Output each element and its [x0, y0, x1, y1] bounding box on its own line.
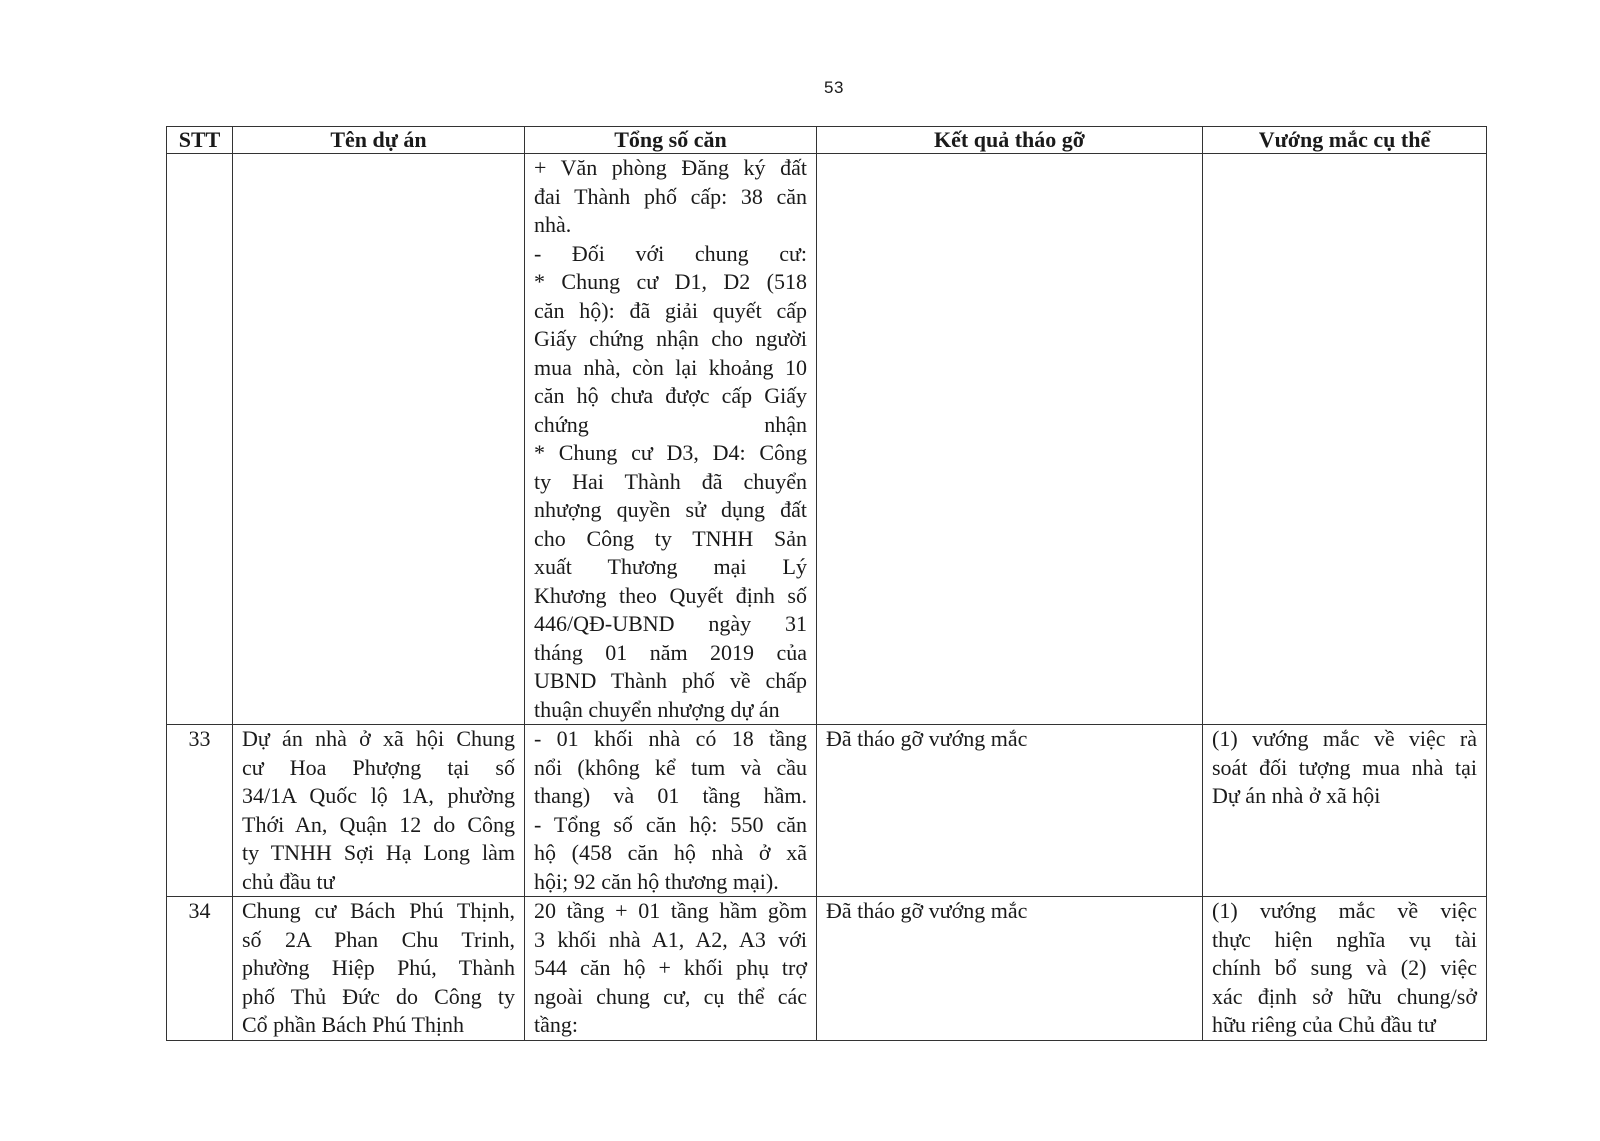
- text-line: ty TNHH Sợi Hạ Long làm: [242, 840, 515, 865]
- cell-specific-issues: [1203, 897, 1487, 1041]
- text-line: - Đối với chung cư:: [534, 240, 807, 266]
- text-line: mua nhà, còn lại khoảng 10: [534, 354, 807, 380]
- text-line: đai Thành phố cấp: 38 căn: [534, 183, 807, 209]
- text-line: (1) vướng mắc về việc rà: [1212, 726, 1477, 751]
- text-line: nhượng quyền sử dụng đất: [534, 497, 807, 522]
- text-line: tháng 01 năm 2019 của: [534, 639, 807, 665]
- text-line: tầng:: [534, 1012, 578, 1037]
- text-line: thuận chuyển nhượng dự án: [534, 696, 780, 722]
- text-line: ty Hai Thành đã chuyển: [534, 468, 807, 494]
- text-line: xác định sở hữu chung/sở: [1212, 983, 1477, 1009]
- table-header-row: [167, 127, 1487, 154]
- text-line: ngoài chung cư, cụ thể các: [534, 983, 807, 1009]
- cell-stt: 33: [167, 725, 233, 897]
- cell-specific-issues: [1203, 154, 1487, 725]
- table-row: [167, 897, 1487, 1041]
- text-line: (1) vướng mắc về việc: [1212, 898, 1477, 923]
- text-line: hữu riêng của Chủ đầu tư: [1212, 1012, 1436, 1037]
- cell-stt: 34: [167, 897, 233, 1041]
- text-line: * Chung cư D3, D4: Công: [534, 440, 807, 465]
- text-line: cho Công ty TNHH Sản: [534, 525, 807, 551]
- text-line: chứng nhận: [534, 411, 807, 437]
- text-line: 34/1A Quốc lộ 1A, phường: [242, 783, 515, 808]
- text-line: 3 khối nhà A1, A2, A3 với: [534, 926, 807, 952]
- text-line: * Chung cư D1, D2 (518: [534, 269, 807, 294]
- cell-project-name: [233, 154, 525, 725]
- text-line: Dự án nhà ở xã hội: [1212, 783, 1381, 808]
- header-resolution-result: Kết quả tháo gỡ: [817, 127, 1203, 154]
- text-line: nổi (không kể tum và cầu: [534, 754, 807, 780]
- header-specific-issues: Vướng mắc cụ thể: [1203, 127, 1487, 154]
- cell-project-name: [233, 897, 525, 1041]
- cell-resolution-result: Đã tháo gỡ vướng mắc: [817, 725, 1203, 897]
- text-line: Giấy chứng nhận cho người: [534, 326, 807, 351]
- projects-table: [166, 126, 1487, 1041]
- text-line: Chung cư Bách Phú Thịnh,: [242, 898, 515, 923]
- text-line: - Tổng số căn hộ: 550 căn: [534, 811, 807, 837]
- text-line: Dự án nhà ở xã hội Chung: [242, 726, 515, 751]
- text-line: phố Thủ Đức do Công ty: [242, 983, 515, 1009]
- text-line: Cổ phần Bách Phú Thịnh: [242, 1012, 465, 1037]
- text-line: hộ (458 căn hộ nhà ở xã: [534, 840, 807, 865]
- cell-resolution-result: Đã tháo gỡ vướng mắc: [817, 897, 1203, 1041]
- text-line: cư Hoa Phượng tại số: [242, 754, 515, 780]
- text-line: nhà.: [534, 212, 572, 237]
- text-line: hội; 92 căn hộ thương mại).: [534, 868, 779, 894]
- cell-specific-issues: [1203, 725, 1487, 897]
- text-line: soát đối tượng mua nhà tại: [1212, 754, 1477, 780]
- text-line: chính bổ sung và (2) việc: [1212, 955, 1477, 980]
- header-total-units: Tổng số căn: [525, 127, 817, 154]
- cell-resolution-result: [817, 154, 1203, 725]
- text-line: thang) và 01 tầng hầm.: [534, 783, 807, 808]
- text-line: Thới An, Quận 12 do Công: [242, 811, 515, 837]
- text-line: Khương theo Quyết định số: [534, 582, 807, 608]
- text-line: chủ đầu tư: [242, 868, 335, 894]
- text-line: 544 căn hộ + khối phụ trợ: [534, 955, 807, 980]
- text-line: - 01 khối nhà có 18 tầng: [534, 726, 807, 751]
- cell-total-units: [525, 154, 817, 725]
- text-line: căn hộ chưa được cấp Giấy: [534, 383, 807, 408]
- cell-total-units: [525, 897, 817, 1041]
- text-line: UBND Thành phố về chấp: [534, 668, 807, 693]
- table-row-continuation: [167, 154, 1487, 725]
- cell-project-name: [233, 725, 525, 897]
- table-row: [167, 725, 1487, 897]
- cell-total-units: [525, 725, 817, 897]
- text-line: + Văn phòng Đăng ký đất: [534, 155, 807, 180]
- text-line: thực hiện nghĩa vụ tài: [1212, 926, 1477, 952]
- text-line: 446/QĐ-UBND ngày 31: [534, 611, 807, 636]
- text-line: số 2A Phan Chu Trinh,: [242, 926, 515, 952]
- cell-stt: [167, 154, 233, 725]
- header-project-name: Tên dự án: [233, 127, 525, 154]
- text-line: 20 tầng + 01 tầng hầm gồm: [534, 898, 807, 923]
- text-line: xuất Thương mại Lý: [534, 554, 807, 579]
- page-number: 53: [824, 78, 844, 97]
- text-line: phường Hiệp Phú, Thành: [242, 955, 515, 980]
- text-line: căn hộ): đã giải quyết cấp: [534, 297, 807, 323]
- header-stt: STT: [167, 127, 233, 154]
